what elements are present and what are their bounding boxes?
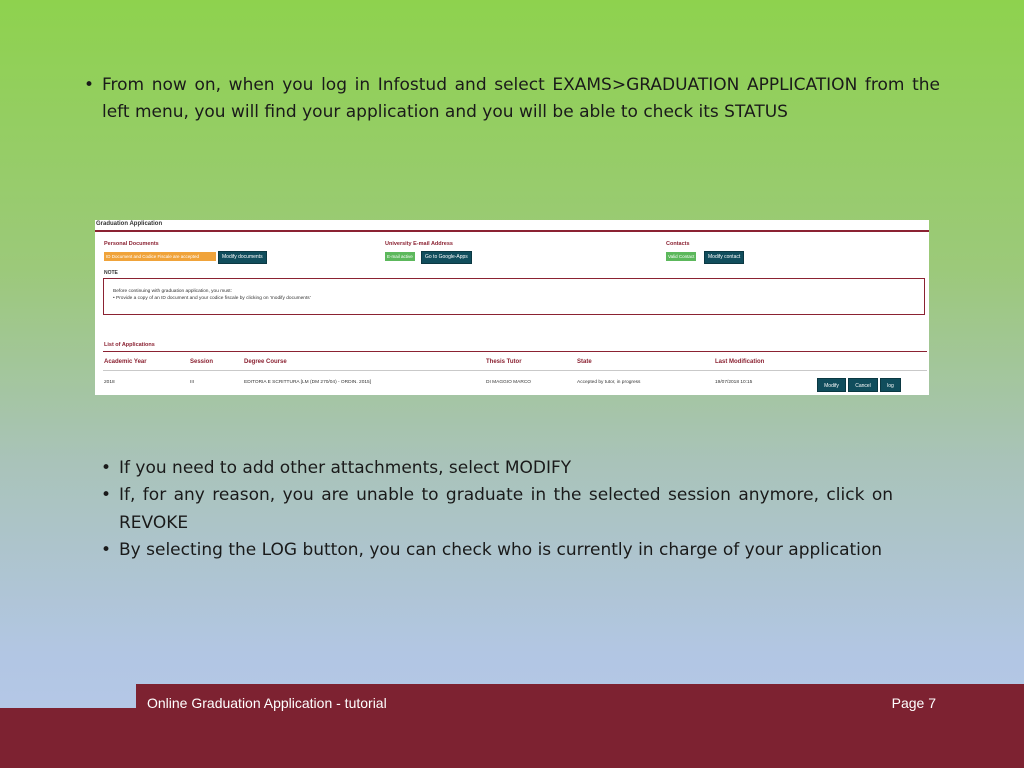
column-header: Thesis Tutor: [486, 359, 522, 365]
email-status-badge: E-mail active: [387, 254, 413, 259]
screenshot-title: Graduation Application: [96, 221, 163, 227]
column-header: Academic Year: [104, 359, 147, 365]
header-divider: [103, 370, 927, 371]
bullet-marker: •: [101, 485, 112, 506]
note-box: [103, 278, 925, 315]
bullet-item: [84, 72, 940, 126]
graduation-application-screenshot: [95, 220, 929, 395]
cell-thesis-tutor: DI MAGGIO MARCO: [486, 380, 532, 385]
bullet-text: From now on, when you log in Infostud and select EXAMS>GRADUATION APPLICATION from the left menu, you will find your application and you will be able to check its STATUS: [102, 75, 940, 122]
title-divider: [95, 230, 929, 232]
page-number: Page 7: [891, 695, 936, 711]
bullet-marker: •: [101, 458, 112, 478]
list-divider: [103, 351, 927, 352]
university-email-label: University E-mail Address: [385, 241, 453, 247]
modify-documents-button[interactable]: Modify documents: [218, 251, 267, 264]
column-header: State: [577, 359, 592, 365]
cancel-button[interactable]: Cancel: [848, 378, 878, 392]
cell-last-modification: 19/07/2018 10:15: [715, 380, 753, 385]
contacts-label: Contacts: [666, 241, 690, 247]
footer-title: Online Graduation Application - tutorial: [147, 695, 387, 711]
cell-state: Accepted by tutor, in progress: [577, 380, 641, 385]
personal-documents-label: Personal Documents: [104, 241, 159, 247]
contact-status-badge: Valid Contact: [668, 254, 695, 259]
note-line: Before continuing with graduation application, you must:: [113, 289, 232, 294]
bullet-text: If, for any reason, you are unable to graduate in the selected session anymore, click on REVOKE: [119, 485, 893, 533]
cell-degree-course: EDITORIA E SCRITTURA [LM (DM 270/04) - ORDIN. 2015]: [244, 380, 372, 385]
column-header: Last Modification: [715, 359, 765, 365]
modify-contact-button[interactable]: Modify contact: [704, 251, 744, 264]
bullet-text: By selecting the LOG button, you can check who is currently in charge of your application: [119, 539, 883, 560]
column-header: Degree Course: [244, 359, 287, 365]
list-of-applications-label: List of Applications: [104, 342, 155, 348]
intro-bullet-list: [84, 72, 940, 126]
bullet-text: If you need to add other attachments, select MODIFY: [119, 458, 572, 478]
column-header: Session: [190, 359, 214, 365]
instructions-bullet-list: [101, 455, 893, 564]
bullet-item: [101, 482, 893, 537]
cell-session: III: [190, 380, 194, 385]
cell-academic-year: 2018: [104, 380, 115, 385]
note-line: • Provide a copy of an ID document and your codice fiscale by clicking on 'modify documents': [113, 296, 311, 301]
bullet-marker: •: [101, 539, 112, 560]
log-button[interactable]: log: [880, 378, 901, 392]
bullet-marker: •: [84, 75, 95, 95]
go-to-google-apps-button[interactable]: Go to Google-Apps: [421, 251, 472, 264]
bullet-item: [101, 455, 893, 482]
bullet-item: [101, 537, 893, 564]
modify-button[interactable]: Modify: [817, 378, 846, 392]
note-label: NOTE: [104, 270, 118, 276]
documents-status-badge: ID Document and Codice Fiscale are accepted: [104, 252, 216, 261]
